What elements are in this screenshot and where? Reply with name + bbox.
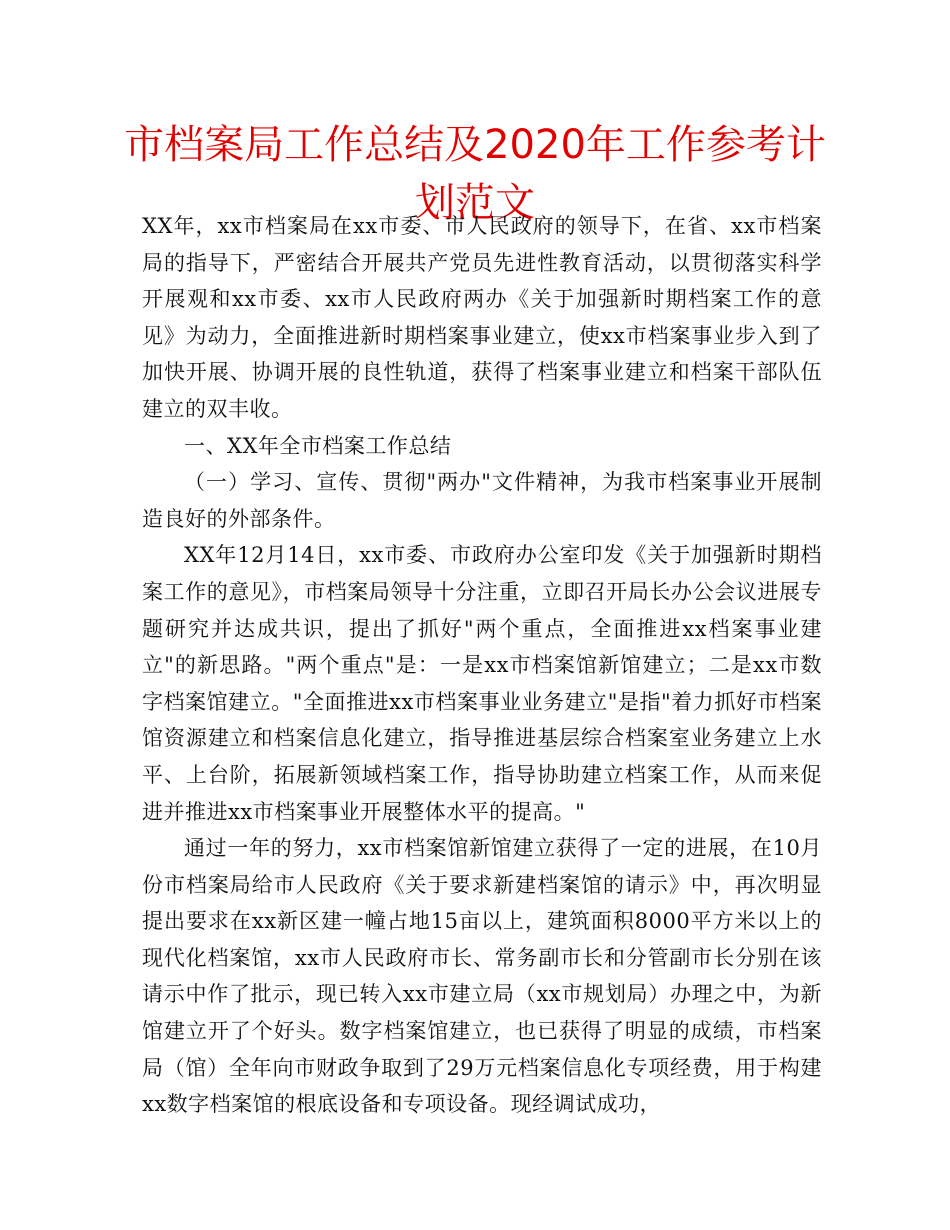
subsection-heading-1: （一）学习、宣传、贯彻"两办"文件精神，为我市档案事业开展制造良好的外部条件。 — [142, 470, 822, 531]
paragraph-intro: XX年，xx市档案局在xx市委、市人民政府的领导下，在省、xx市档案局的指导下，严密结合开展共产党员先进性教育活动，以贯彻落实科学开展观和xx市委、xx市人民政府两办《关于加强新时期档案工作的意见》为动力，全面推进新时期档案事业建立，使xx市档案事业步入到了加快开展、协调开展的良性轨道，获得了档案事业建立和档案干部队伍建立的双丰收。 — [142, 214, 822, 421]
paragraph-body-2: 通过一年的努力，xx市档案馆新馆建立获得了一定的进展，在10月份市档案局给市人民政府《关于要求新建档案馆的请示》中，再次明显提出要求在xx新区建一幢占地15亩以上，建筑面积8000平方米以上的现代化档案馆，xx市人民政府市长、常务副市长和分管副市长分别在该请示中作了批示，现已转入xx市建立局（xx市规划局）办理之中，为新馆建立开了个好头。数字档案馆建立，也已获得了明显的成绩，市档案局（馆）全年向市财政争取到了29万元档案信息化专项经费，用于构建xx数字档案馆的根底设备和专项设备。现经调试成功， — [142, 836, 822, 1117]
document-body — [142, 208, 822, 1123]
document-title: 市档案局工作总结及2020年工作参考计划范文 — [124, 122, 826, 226]
paragraph-body-1: XX年12月14日，xx市委、市政府办公室印发《关于加强新时期档案工作的意见》，市档案局领导十分注重，立即召开局长办公会议进展专题研究并达成共识，提出了抓好"两个重点，全面推进xx档案事业建立"的新思路。"两个重点"是：一是xx市档案馆新馆建立；二是xx市数字档案馆建立。"全面推进xx市档案事业业务建立"是指"着力抓好市档案馆资源建立和档案信息化建立，指导推进基层综合档案室业务建立上水平、上台阶，拓展新领域档案工作，指导协助建立档案工作，从而来促进并推进xx市档案事业开展整体水平的提高。" — [142, 543, 822, 824]
section-heading-1: 一、XX年全市档案工作总结 — [184, 433, 452, 458]
